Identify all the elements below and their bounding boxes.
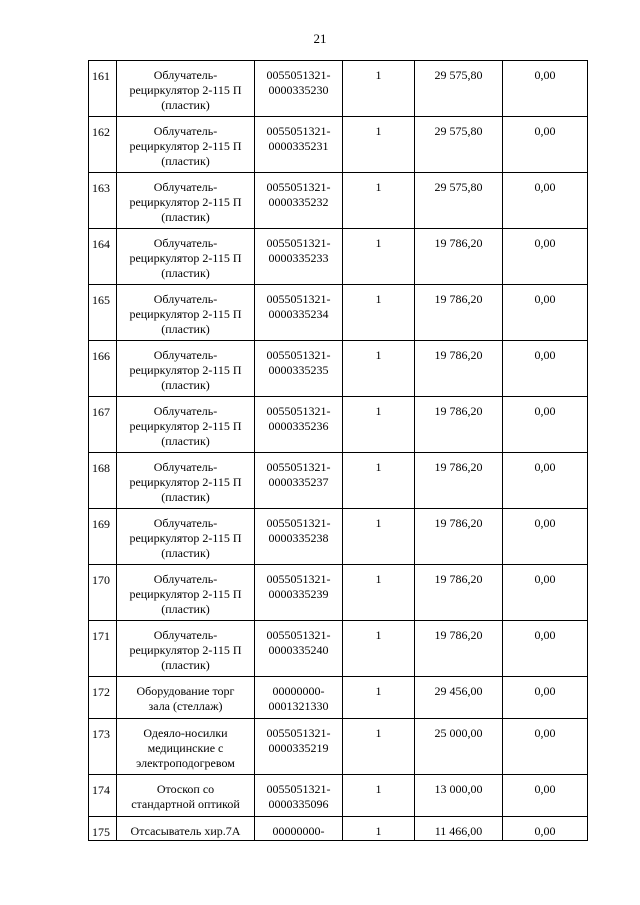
row-number: 168 (89, 453, 117, 509)
residual-value: 0,00 (503, 817, 588, 841)
inventory-code-line: 0000335237 (268, 475, 329, 489)
page-number: 21 (313, 31, 327, 46)
item-name-line: Облучатель- (153, 124, 218, 138)
item-name-line: (пластик) (161, 378, 210, 392)
amount: 19 786,20 (415, 453, 503, 509)
inventory-code (255, 453, 343, 509)
inventory-code-line: 0000335236 (268, 419, 329, 433)
row-number: 161 (89, 61, 117, 117)
item-name-line: электроподогревом (136, 756, 235, 770)
item-name-line: стандартной оптикой (131, 797, 240, 811)
amount: 25 000,00 (415, 719, 503, 775)
inventory-code-line: 0000335238 (268, 531, 329, 545)
inventory-code-line: 0055051321- (266, 180, 331, 194)
item-name-line: Облучатель- (153, 516, 218, 530)
table-row (89, 509, 588, 565)
amount: 19 786,20 (415, 397, 503, 453)
inventory-code-line: 0000335230 (268, 83, 329, 97)
table-row (89, 173, 588, 229)
inventory-code-line: 0001321330 (268, 699, 329, 713)
row-number: 173 (89, 719, 117, 775)
item-name (117, 397, 255, 453)
row-number: 165 (89, 285, 117, 341)
item-name (117, 61, 255, 117)
quantity: 1 (343, 61, 415, 117)
amount: 29 575,80 (415, 61, 503, 117)
item-name (117, 173, 255, 229)
inventory-code-line: 00000000- (272, 684, 325, 698)
inventory-code (255, 677, 343, 719)
quantity: 1 (343, 397, 415, 453)
item-name-line: рециркулятор 2-115 П (129, 251, 242, 265)
table-row (89, 817, 588, 841)
table-row (89, 397, 588, 453)
inventory-code-line: 0055051321- (266, 460, 331, 474)
residual-value: 0,00 (503, 719, 588, 775)
inventory-code (255, 621, 343, 677)
item-name (117, 117, 255, 173)
amount: 19 786,20 (415, 285, 503, 341)
amount: 29 575,80 (415, 117, 503, 173)
item-name-line: рециркулятор 2-115 П (129, 531, 242, 545)
inventory-code-line: 0055051321- (266, 628, 331, 642)
inventory-code-line: 00000000- (272, 824, 325, 838)
item-name-line: (пластик) (161, 154, 210, 168)
item-name-line: (пластик) (161, 98, 210, 112)
quantity: 1 (343, 817, 415, 841)
inventory-code (255, 341, 343, 397)
inventory-code-line: 0055051321- (266, 404, 331, 418)
row-number: 169 (89, 509, 117, 565)
item-name (117, 229, 255, 285)
item-name-line: (пластик) (161, 602, 210, 616)
inventory-code-line: 0000335234 (268, 307, 329, 321)
inventory-code-line: 0000335219 (268, 741, 329, 755)
item-name-line: рециркулятор 2-115 П (129, 363, 242, 377)
quantity: 1 (343, 285, 415, 341)
inventory-code-line: 0055051321- (266, 68, 331, 82)
residual-value: 0,00 (503, 397, 588, 453)
item-name-line: (пластик) (161, 210, 210, 224)
item-name-line: Облучатель- (153, 236, 218, 250)
item-name-line: (пластик) (161, 490, 210, 504)
inventory-code-line: 0055051321- (266, 124, 331, 138)
item-name-line: (пластик) (161, 322, 210, 336)
inventory-code-line: 0055051321- (266, 516, 331, 530)
item-name-line: рециркулятор 2-115 П (129, 83, 242, 97)
row-number: 163 (89, 173, 117, 229)
item-name (117, 775, 255, 817)
amount: 19 786,20 (415, 341, 503, 397)
row-number: 166 (89, 341, 117, 397)
residual-value: 0,00 (503, 173, 588, 229)
inventory-table-body (89, 61, 588, 841)
residual-value: 0,00 (503, 285, 588, 341)
item-name (117, 285, 255, 341)
amount: 19 786,20 (415, 509, 503, 565)
item-name-line: Оборудование торг (136, 684, 235, 698)
amount: 19 786,20 (415, 565, 503, 621)
quantity: 1 (343, 677, 415, 719)
inventory-code (255, 285, 343, 341)
residual-value: 0,00 (503, 341, 588, 397)
item-name-line: Облучатель- (153, 404, 218, 418)
inventory-code-line: 0055051321- (266, 236, 331, 250)
table-row (89, 285, 588, 341)
item-name-line: рециркулятор 2-115 П (129, 587, 242, 601)
row-number: 170 (89, 565, 117, 621)
item-name-line: (пластик) (161, 658, 210, 672)
row-number: 162 (89, 117, 117, 173)
row-number: 167 (89, 397, 117, 453)
inventory-code-line: 0000335240 (268, 643, 329, 657)
row-number: 171 (89, 621, 117, 677)
item-name (117, 719, 255, 775)
item-name-line: рециркулятор 2-115 П (129, 307, 242, 321)
table-row (89, 117, 588, 173)
residual-value: 0,00 (503, 509, 588, 565)
inventory-code (255, 173, 343, 229)
amount: 11 466,00 (415, 817, 503, 841)
item-name (117, 341, 255, 397)
item-name-line: (пластик) (161, 546, 210, 560)
residual-value: 0,00 (503, 677, 588, 719)
inventory-code-line: 0000335233 (268, 251, 329, 265)
inventory-code (255, 61, 343, 117)
item-name-line: рециркулятор 2-115 П (129, 195, 242, 209)
table-row (89, 61, 588, 117)
quantity: 1 (343, 775, 415, 817)
row-number: 172 (89, 677, 117, 719)
inventory-code (255, 817, 343, 841)
amount: 29 575,80 (415, 173, 503, 229)
inventory-code (255, 117, 343, 173)
table-row (89, 677, 588, 719)
item-name-line: зала (стеллаж) (148, 699, 223, 713)
residual-value: 0,00 (503, 117, 588, 173)
inventory-table (88, 60, 588, 841)
inventory-code-line: 0055051321- (266, 572, 331, 586)
residual-value: 0,00 (503, 565, 588, 621)
quantity: 1 (343, 229, 415, 285)
row-number: 175 (89, 817, 117, 841)
quantity: 1 (343, 621, 415, 677)
quantity: 1 (343, 173, 415, 229)
inventory-code-line: 0000335231 (268, 139, 329, 153)
inventory-code (255, 229, 343, 285)
inventory-code-line: 0055051321- (266, 292, 331, 306)
item-name (117, 677, 255, 719)
item-name (117, 621, 255, 677)
item-name-line: рециркулятор 2-115 П (129, 419, 242, 433)
item-name (117, 509, 255, 565)
quantity: 1 (343, 719, 415, 775)
inventory-code-line: 0055051321- (266, 726, 331, 740)
quantity: 1 (343, 509, 415, 565)
item-name-line: (пластик) (161, 266, 210, 280)
inventory-code-line: 0000335232 (268, 195, 329, 209)
residual-value: 0,00 (503, 61, 588, 117)
inventory-code-line: 0055051321- (266, 782, 331, 796)
quantity: 1 (343, 341, 415, 397)
table-row (89, 775, 588, 817)
item-name-line: Облучатель- (153, 180, 218, 194)
item-name-line: Облучатель- (153, 292, 218, 306)
amount: 13 000,00 (415, 775, 503, 817)
table-row (89, 719, 588, 775)
table-row (89, 453, 588, 509)
quantity: 1 (343, 565, 415, 621)
inventory-code (255, 719, 343, 775)
amount: 29 456,00 (415, 677, 503, 719)
amount: 19 786,20 (415, 621, 503, 677)
item-name-line: Отсасыватель хир.7А (130, 824, 241, 838)
item-name-line: Облучатель- (153, 460, 218, 474)
item-name-line: (пластик) (161, 434, 210, 448)
inventory-code (255, 509, 343, 565)
table-row (89, 229, 588, 285)
residual-value: 0,00 (503, 229, 588, 285)
item-name-line: медицинские с (147, 741, 224, 755)
table-row (89, 565, 588, 621)
inventory-code (255, 565, 343, 621)
row-number: 174 (89, 775, 117, 817)
inventory-code-line: 0000335096 (268, 797, 329, 811)
table-row (89, 621, 588, 677)
item-name (117, 565, 255, 621)
inventory-code (255, 397, 343, 453)
quantity: 1 (343, 453, 415, 509)
item-name-line: Облучатель- (153, 68, 218, 82)
item-name-line: Облучатель- (153, 628, 218, 642)
inventory-code-line: 0055051321- (266, 348, 331, 362)
row-number: 164 (89, 229, 117, 285)
inventory-code (255, 775, 343, 817)
item-name-line: рециркулятор 2-115 П (129, 643, 242, 657)
item-name-line: рециркулятор 2-115 П (129, 139, 242, 153)
quantity: 1 (343, 117, 415, 173)
residual-value: 0,00 (503, 621, 588, 677)
amount: 19 786,20 (415, 229, 503, 285)
item-name (117, 453, 255, 509)
item-name-line: Облучатель- (153, 572, 218, 586)
item-name-line: Одеяло-носилки (143, 726, 228, 740)
item-name-line: Облучатель- (153, 348, 218, 362)
item-name (117, 817, 255, 841)
inventory-code-line: 0000335235 (268, 363, 329, 377)
item-name-line: Отоскоп со (156, 782, 215, 796)
residual-value: 0,00 (503, 453, 588, 509)
residual-value: 0,00 (503, 775, 588, 817)
item-name-line: рециркулятор 2-115 П (129, 475, 242, 489)
inventory-code-line: 0000335239 (268, 587, 329, 601)
table-row (89, 341, 588, 397)
